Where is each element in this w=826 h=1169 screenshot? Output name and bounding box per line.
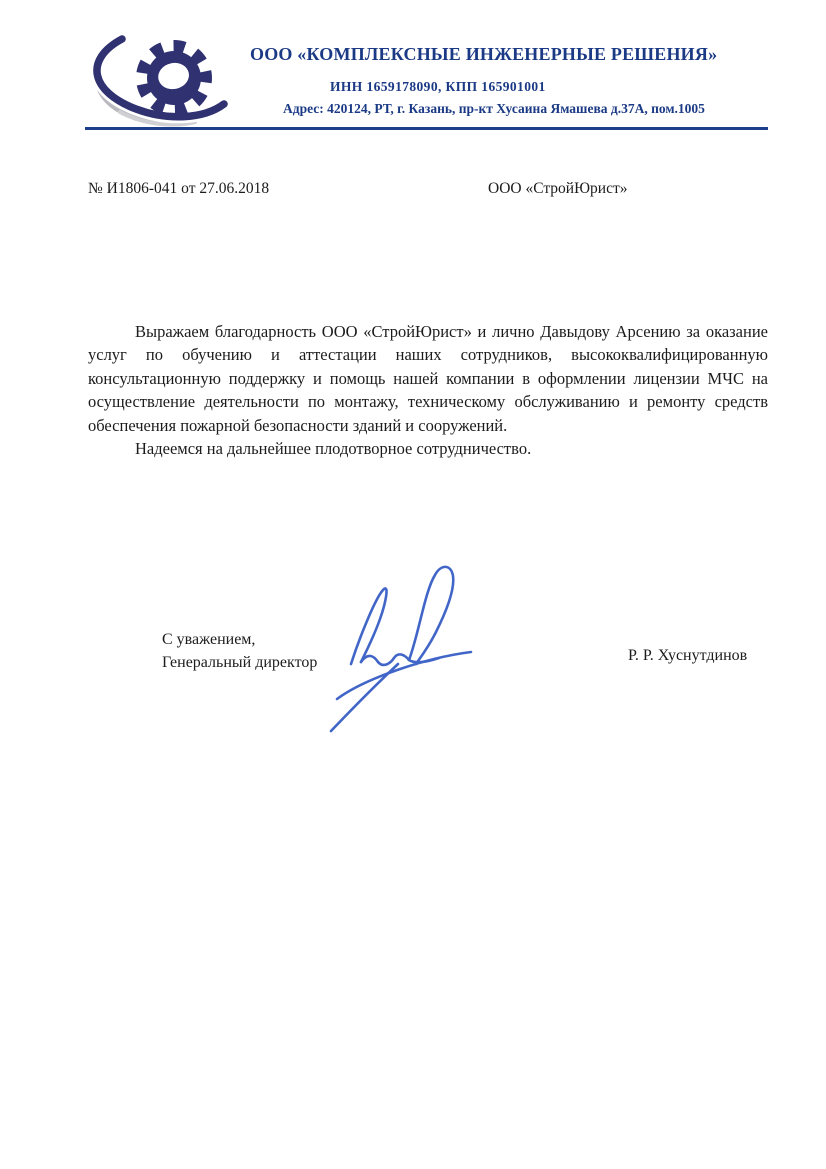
closing-block — [162, 628, 317, 675]
body-text-line: Выражаем благодарность ООО «СтройЮрист» и лично Давыдову Арсению за оказание — [135, 322, 768, 341]
header-rule — [85, 127, 768, 130]
company-inn-kpp: ИНН 1659178090, КПП 165901001 — [330, 79, 546, 94]
body-text-line: осуществление деятельности по монтажу, техническому обслуживанию и ремонту средств — [88, 392, 768, 412]
paragraph-1 — [88, 320, 768, 437]
company-address: Адрес: 420124, РТ, г. Казань, пр-кт Хусаина Ямашева д.37А, пом.1005 — [283, 101, 705, 116]
body-text-line: услуг по обучению и аттестации наших сотрудников, высококвалифицированную — [88, 345, 768, 365]
reference-number: № И1806-041 от 27.06.2018 — [88, 180, 270, 197]
letter-body — [88, 320, 768, 460]
company-name: ООО «КОМПЛЕКСНЫЕ ИНЖЕНЕРНЫЕ РЕШЕНИЯ» — [250, 44, 718, 64]
body-text-line: консультационную поддержку и помощь нашей компании в оформлении лицензии МЧС на — [88, 368, 768, 388]
company-logo — [92, 32, 248, 130]
handwritten-signature-icon — [328, 563, 480, 735]
closing-line: С уважением, — [162, 631, 256, 648]
gear-icon — [137, 41, 211, 115]
body-text-line: обеспечения пожарной безопасности зданий и сооружений. — [88, 415, 508, 435]
recipient-name: ООО «СтройЮрист» — [488, 180, 628, 197]
signer-name: Р. Р. Хуснутдинов — [628, 647, 748, 664]
director-title: Генеральный директор — [162, 654, 318, 672]
paragraph-2: Надеемся на дальнейшее плодотворное сотрудничество. — [135, 439, 532, 459]
